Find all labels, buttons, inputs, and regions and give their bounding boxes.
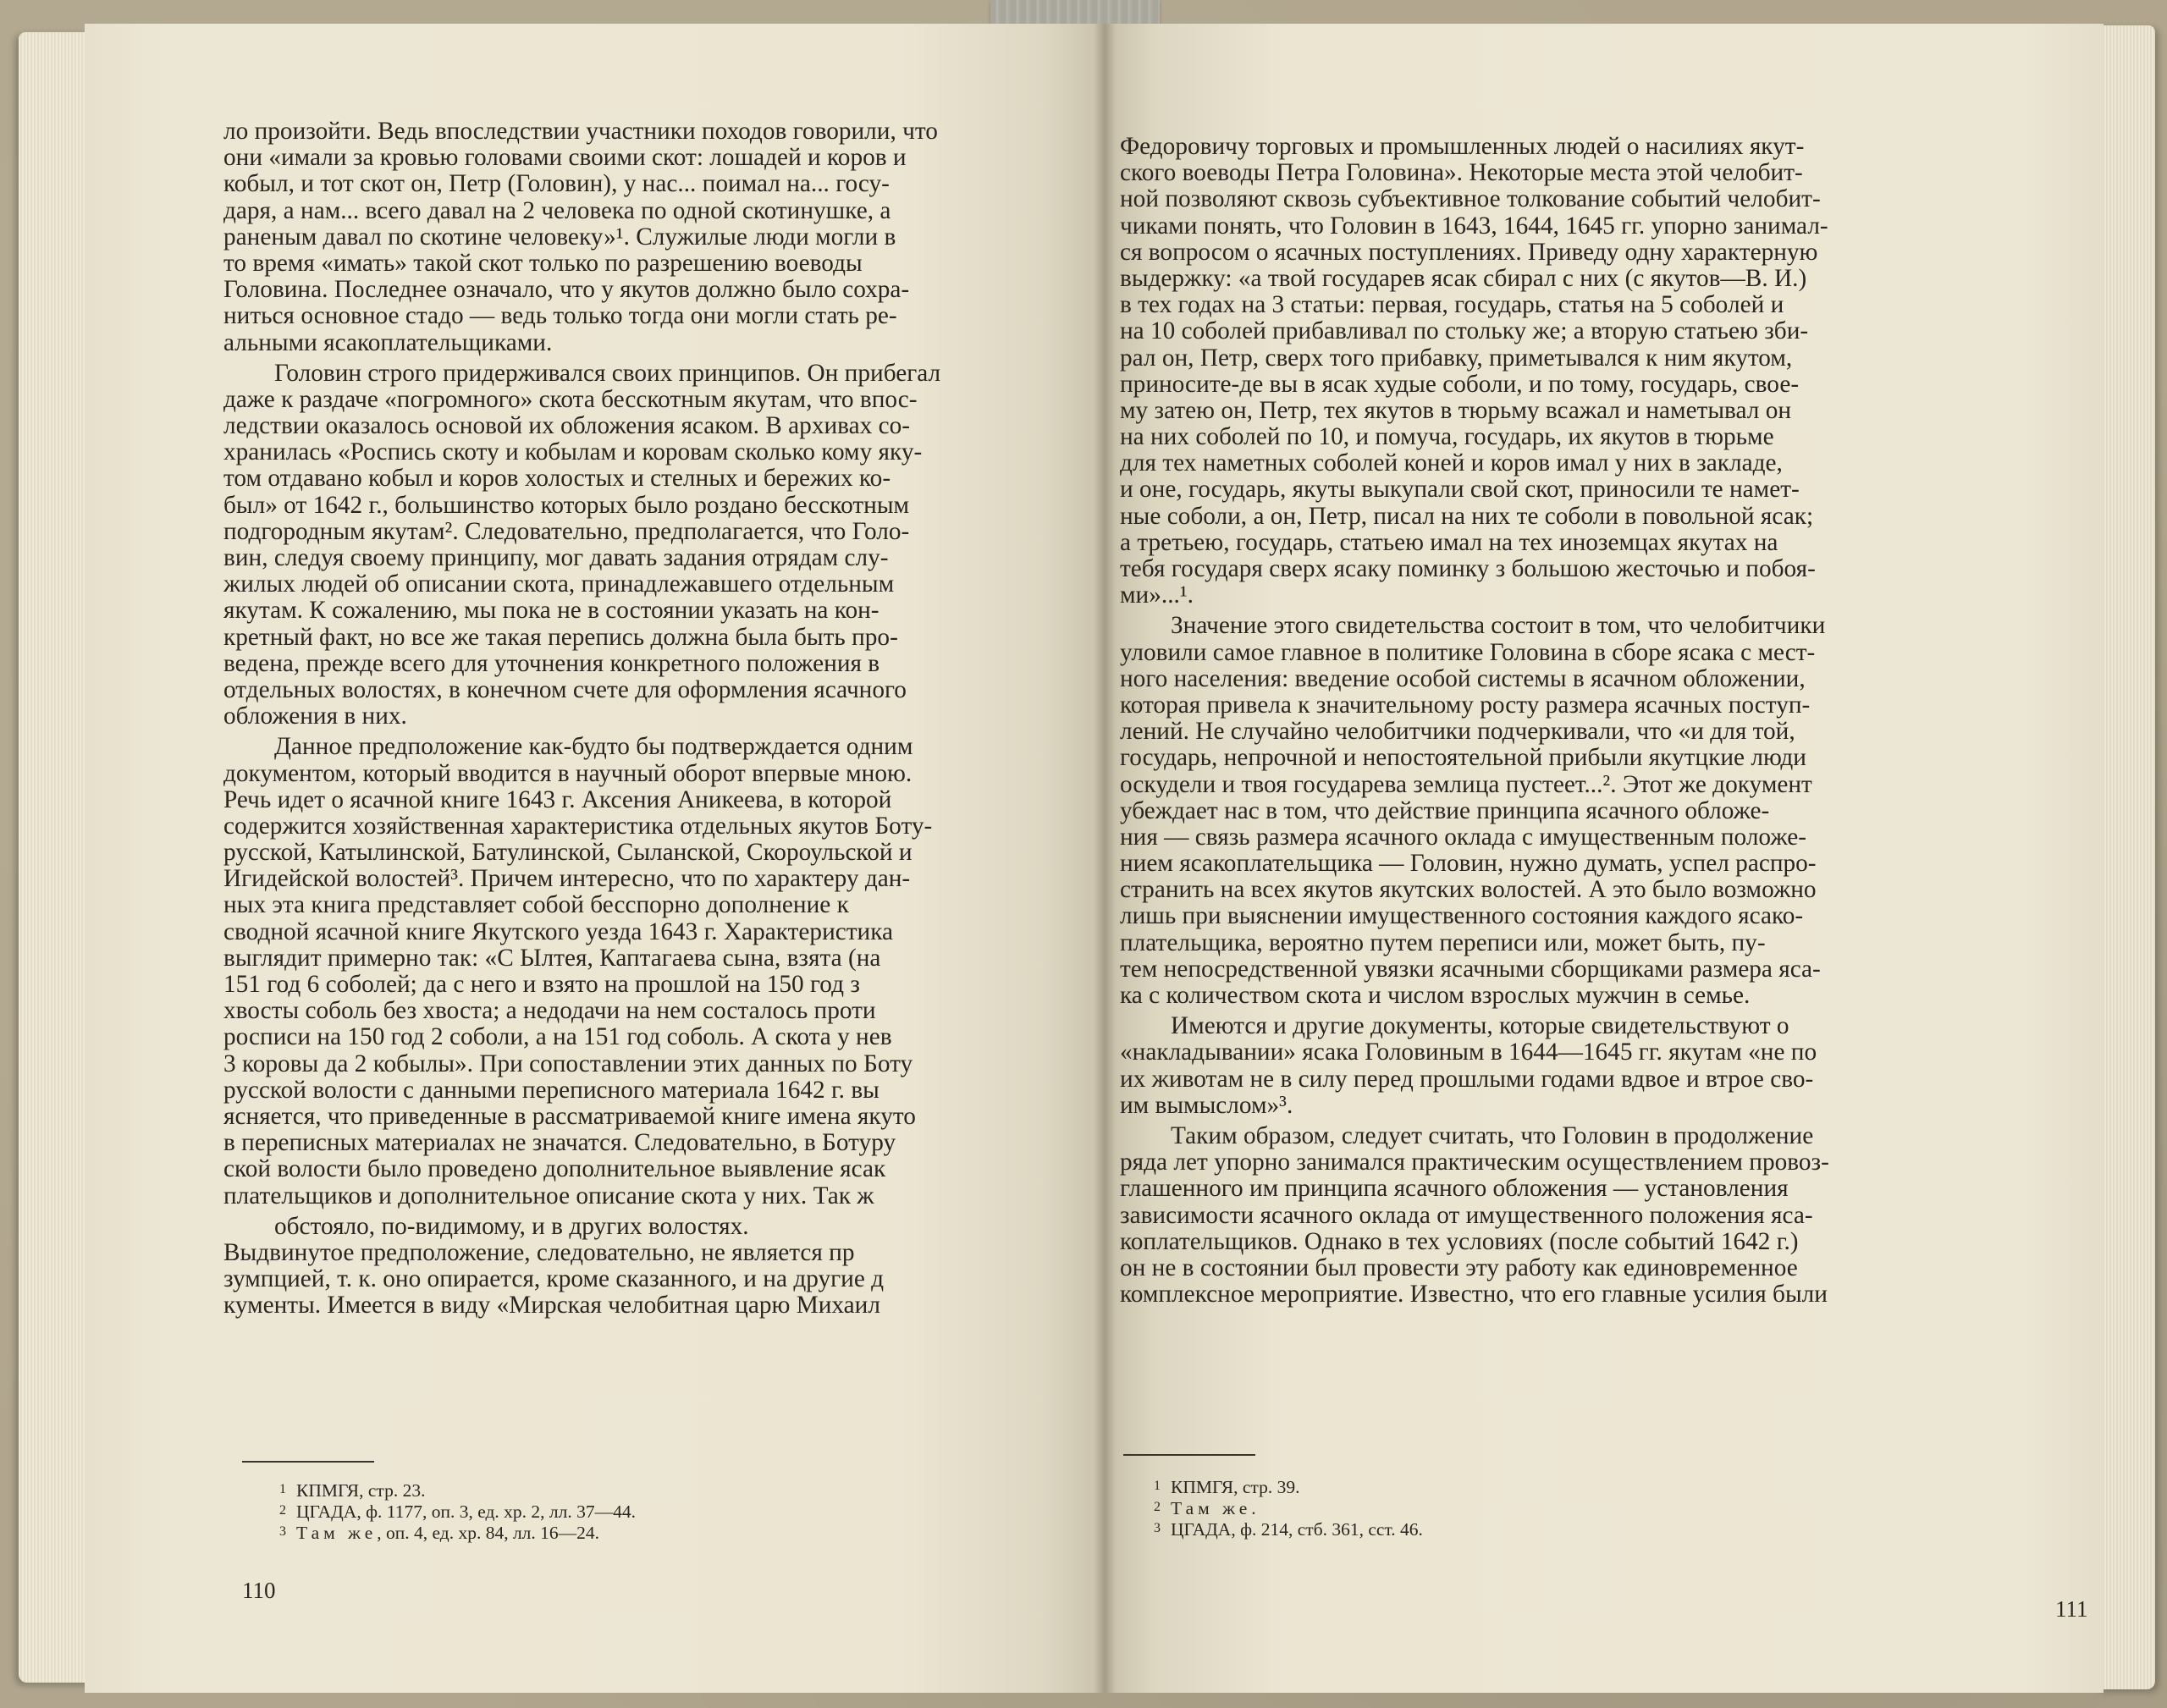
text-line: коплательщиков. Однако в тех условиях (после событий 1642 г.) — [1120, 1227, 1799, 1255]
right-page-body-text — [1120, 134, 1829, 1308]
text-line: ного населения: введение особой системы в ясачном обложении, — [1120, 664, 1806, 692]
left-footnote-rule — [242, 1461, 374, 1463]
text-line: ского воеводы Петра Головина». Некоторые места этой челобит- — [1120, 159, 1803, 187]
text-line: плательщика, вероятно путем переписи или, может быть, пу- — [1120, 928, 1766, 956]
text-line: оскудели и твоя государева землица пустеет...². Этот же документ — [1120, 770, 1812, 798]
text-line: обложения в них. — [223, 702, 407, 730]
footnote-text: . — [1251, 1498, 1256, 1518]
text-line: Головина. Последнее означало, что у якутов должно было сохра- — [223, 276, 910, 304]
footnote — [1154, 1497, 1423, 1518]
text-line: и оне, государь, якуты выкупали свой скот, приносили те намет- — [1120, 476, 1800, 504]
text-line: ся вопросом о ясачных поступлениях. Приведу одну характерную — [1120, 238, 1818, 266]
text-line: ясняется, что приведенные в рассматриваемой книге имена якуто — [223, 1102, 916, 1130]
text-line: зумпцией, т. к. оно опирается, кроме сказанного, и на другие д — [223, 1265, 885, 1293]
text-line: тебя государя сверх ясаку поминку з большою жесточью и побоя- — [1120, 555, 1816, 582]
text-line: ной позволяют сквозь субъективное толкование событий челобит- — [1120, 185, 1821, 213]
footnote — [279, 1479, 636, 1501]
text-line: том отдавано кобыл и коров холостых и стелных и бережих ко- — [223, 465, 891, 493]
page-number-left: 110 — [242, 1578, 276, 1603]
text-line: уловили самое главное в политике Головина в сборе ясака с мест- — [1120, 638, 1816, 666]
footnote-text: ЦГАДА, ф. 214, стб. 361, сст. 46. — [1171, 1519, 1423, 1540]
text-line: на 10 соболей прибавливал по стольку же; а вторую статьею зби- — [1120, 317, 1809, 345]
text-line: их животам не в силу перед прошлыми годами вдвое и втрое сво- — [1120, 1065, 1814, 1093]
text-line: вин, следуя своему принципу, мог давать задания отрядам слу- — [223, 544, 889, 571]
footnote-text: КПМГЯ, стр. 23. — [296, 1480, 426, 1501]
text-line: им вымыслом»³. — [1120, 1091, 1293, 1119]
footnote — [279, 1501, 636, 1522]
text-line: ряда лет упорно занимался практическим осуществлением провоз- — [1120, 1149, 1829, 1176]
right-page — [1105, 24, 2104, 1693]
text-line: был» от 1642 г., большинство которых было роздано бесскотным — [223, 491, 910, 519]
text-line: Значение этого свидетельства состоит в том, что челобитчики — [1171, 612, 1826, 640]
book-page-edges-right — [2098, 25, 2155, 1689]
text-line: Игидейской волостей³. Причем интересно, что по характеру дан- — [223, 865, 911, 893]
footnote-text: КПМГЯ, стр. 39. — [1171, 1477, 1300, 1497]
text-line: убеждает нас в том, что действие принципа ясачного обложе- — [1120, 796, 1770, 824]
text-line: кументы. Имеется в виду «Мирская челобитная царю Михаил — [223, 1292, 880, 1320]
footnote-number: 2 — [279, 1503, 286, 1518]
text-line: ния — связь размера ясачного оклада с имущественным положе- — [1120, 823, 1806, 851]
text-line: подгородным якутам². Следовательно, предполагается, что Голо- — [223, 517, 910, 545]
footnote-number: 2 — [1154, 1500, 1161, 1514]
page-number-right: 111 — [2055, 1596, 2088, 1622]
text-line: тем непосредственной увязки ясачными сборщиками размера яса- — [1120, 955, 1821, 983]
left-page-body-text — [223, 118, 940, 1319]
text-line: лишь при выяснении имущественного состояния каждого ясако- — [1120, 902, 1804, 930]
text-line: якутам. К сожалению, мы пока не в состоянии указать на кон- — [223, 597, 879, 625]
text-line: Речь идет о ясачной книге 1643 г. Аксения Аникеева, в которой — [223, 785, 892, 813]
text-line: лений. Не случайно челобитчики подчеркивали, что «и для той, — [1120, 718, 1795, 746]
text-line: государь, непрочной и непостоятельной прибыли якутцкие люди — [1120, 744, 1806, 772]
text-line: ных эта книга представляет собой бесспорно дополнение к — [223, 891, 849, 919]
text-line: хранилась «Роспись скоту и кобылам и коровам сколько кому яку- — [223, 438, 923, 466]
text-line: ми»...¹. — [1120, 581, 1194, 609]
text-line: ской волости было проведено дополнительное выявление ясак — [223, 1155, 886, 1183]
text-line: обстояло, по-видимому, и в других волостях. — [274, 1212, 749, 1240]
text-line: жилых людей об описании скота, принадлежавшего отдельным — [223, 570, 895, 598]
text-line: раненым давал по скотине человеку»¹. Служилые люди могли в — [223, 223, 896, 251]
right-footnote-rule — [1123, 1454, 1255, 1456]
text-line: приносите-де вы в ясак худые соболи, и по тому, государь, свое- — [1120, 370, 1800, 398]
text-line: выглядит примерно так: «С Ылтея, Каптагаева сына, взята (на — [223, 944, 881, 972]
text-line: ниться основное стадо — ведь только тогда они могли стать ре- — [223, 302, 897, 330]
footnote — [1154, 1518, 1423, 1540]
footnote-ibid: Там же — [1171, 1498, 1252, 1518]
text-line: а третьею, государь, статьею имал на тех иноземцах якутах на — [1120, 528, 1778, 556]
text-line: Выдвинутое предположение, следовательно, не является пр — [223, 1238, 855, 1266]
text-line: Головин строго придерживался своих принципов. Он прибегал — [274, 359, 941, 387]
text-line: содержится хозяйственная характеристика отдельных якутов Боту- — [223, 812, 933, 840]
text-line: ледствии оказалось основой их обложения ясаком. В архивах со- — [223, 412, 910, 440]
text-line: то время «имать» такой скот только по разрешению воеводы — [223, 249, 863, 277]
right-footnotes — [1154, 1476, 1423, 1540]
footnote-number: 3 — [1154, 1521, 1161, 1535]
text-line: 151 год 6 соболей; да с него и взято на прошлой на 150 год з — [223, 971, 860, 998]
footnote-text: ЦГАДА, ф. 1177, оп. 3, ед. хр. 2, лл. 37—44. — [296, 1501, 637, 1522]
text-line: Данное предположение как-будто бы подтверждается одним — [274, 733, 913, 761]
footnote-number: 3 — [279, 1524, 286, 1539]
text-line: странить на всех якутов якутских волостей. А это было возможно — [1120, 876, 1817, 904]
text-line: русской волости с данными переписного материала 1642 г. вы — [223, 1076, 879, 1104]
text-line: нием ясакоплательщика — Головин, нужно думать, успел распро- — [1120, 850, 1817, 878]
text-line: альными ясакоплательщиками. — [223, 328, 553, 356]
text-line: комплексное мероприятие. Известно, что его главные усилия были — [1120, 1281, 1828, 1309]
text-line: 3 коровы да 2 кобылы». При сопоставлении этих данных по Боту — [223, 1050, 913, 1077]
text-line: Таким образом, следует считать, что Головин в продолжение — [1171, 1121, 1814, 1149]
text-line: ло произойти. Ведь впоследствии участники походов говорили, что — [223, 118, 938, 145]
text-line: глашенного им принципа ясачного обложения — установления — [1120, 1175, 1789, 1203]
text-line: плательщиков и дополнительное описание скота у них. Так ж — [223, 1182, 874, 1209]
text-line: русской, Катылинской, Батулинской, Сыланской, Скороульской и — [223, 839, 913, 867]
text-line: отдельных волостях, в конечном счете для оформления ясачного — [223, 675, 907, 703]
text-line: му затею он, Петр, тех якутов в тюрьму всажал и наметывал он — [1120, 396, 1792, 424]
text-line: которая привела к значительному росту размера ясачных поступ- — [1120, 691, 1811, 719]
footnote-text: , оп. 4, ед. хр. 84, лл. 16—24. — [377, 1523, 600, 1543]
footnote — [279, 1522, 636, 1543]
text-line: в переписных материалах не значатся. Следовательно, в Ботуру — [223, 1129, 896, 1157]
footnote-number: 1 — [1154, 1479, 1161, 1493]
text-line: сводной ясачной книге Якутского уезда 1643 г. Характеристика — [223, 917, 894, 945]
text-line: даря, а нам... всего давал на 2 человека по одной скотинушке, а — [223, 196, 891, 224]
footnote-number: 1 — [279, 1482, 286, 1496]
text-line: они «имали за кровью головами своими скот: лошадей и коров и — [223, 144, 907, 172]
text-line: выдержку: «а твой государев ясак сбирал с них (с якутов—В. И.) — [1120, 264, 1807, 292]
text-line: для тех наметных соболей коней и коров имал у них в закладе, — [1120, 449, 1783, 477]
left-page — [85, 24, 1105, 1693]
text-line: чиками понять, что Головин в 1643, 1644, 1645 гг. упорно занимал- — [1120, 212, 1828, 240]
text-line: документом, который вводится в научный оборот впервые мною. — [223, 759, 913, 787]
text-line: на них соболей по 10, и помуча, государь, их якутов в тюрьме — [1120, 423, 1774, 451]
text-line: кобыл, и тот скот он, Петр (Головин), у нас... поимал на... госу- — [223, 170, 890, 198]
text-line: «накладывании» ясака Головиным в 1644—1645 гг. якутам «не по — [1120, 1039, 1817, 1066]
text-line: он не в состоянии был провести эту работу как единовременное — [1120, 1253, 1798, 1281]
text-line: ка с количеством скота и числом взрослых мужчин в семье. — [1120, 982, 1751, 1009]
text-line: в тех годах на 3 статьи: первая, государь, статья на 5 соболей и — [1120, 291, 1784, 319]
book-page-edges-left — [19, 32, 95, 1683]
book-gutter-shadow — [1094, 24, 1116, 1693]
text-line: Имеются и другие документы, которые свидетельствуют о — [1171, 1012, 1789, 1040]
text-line: Федоровичу торговых и промышленных людей о насилиях якут- — [1120, 133, 1805, 160]
text-line: даже к раздаче «погромного» скота бесскотным якутам, что впос- — [223, 385, 918, 413]
text-line: хвосты соболь без хвоста; а недодачи на нем состалось проти — [223, 997, 876, 1025]
footnote-ibid: Там же — [296, 1523, 378, 1543]
text-line: ведена, прежде всего для уточнения конкретного положения в — [223, 649, 880, 677]
left-footnotes — [279, 1479, 636, 1543]
text-line: кретный факт, но все же такая перепись должна была быть про- — [223, 623, 898, 651]
footnote — [1154, 1476, 1423, 1497]
text-line: зависимости ясачного оклада от имущественного положения яса- — [1120, 1201, 1813, 1229]
text-line: росписи на 150 год 2 соболи, а на 151 год соболь. А скота у нев — [223, 1023, 892, 1051]
text-line: рал он, Петр, сверх того прибавку, приметывался к ним якутом, — [1120, 344, 1793, 372]
text-line: ные соболи, а он, Петр, писал на них те соболи в повольной ясак; — [1120, 502, 1814, 530]
